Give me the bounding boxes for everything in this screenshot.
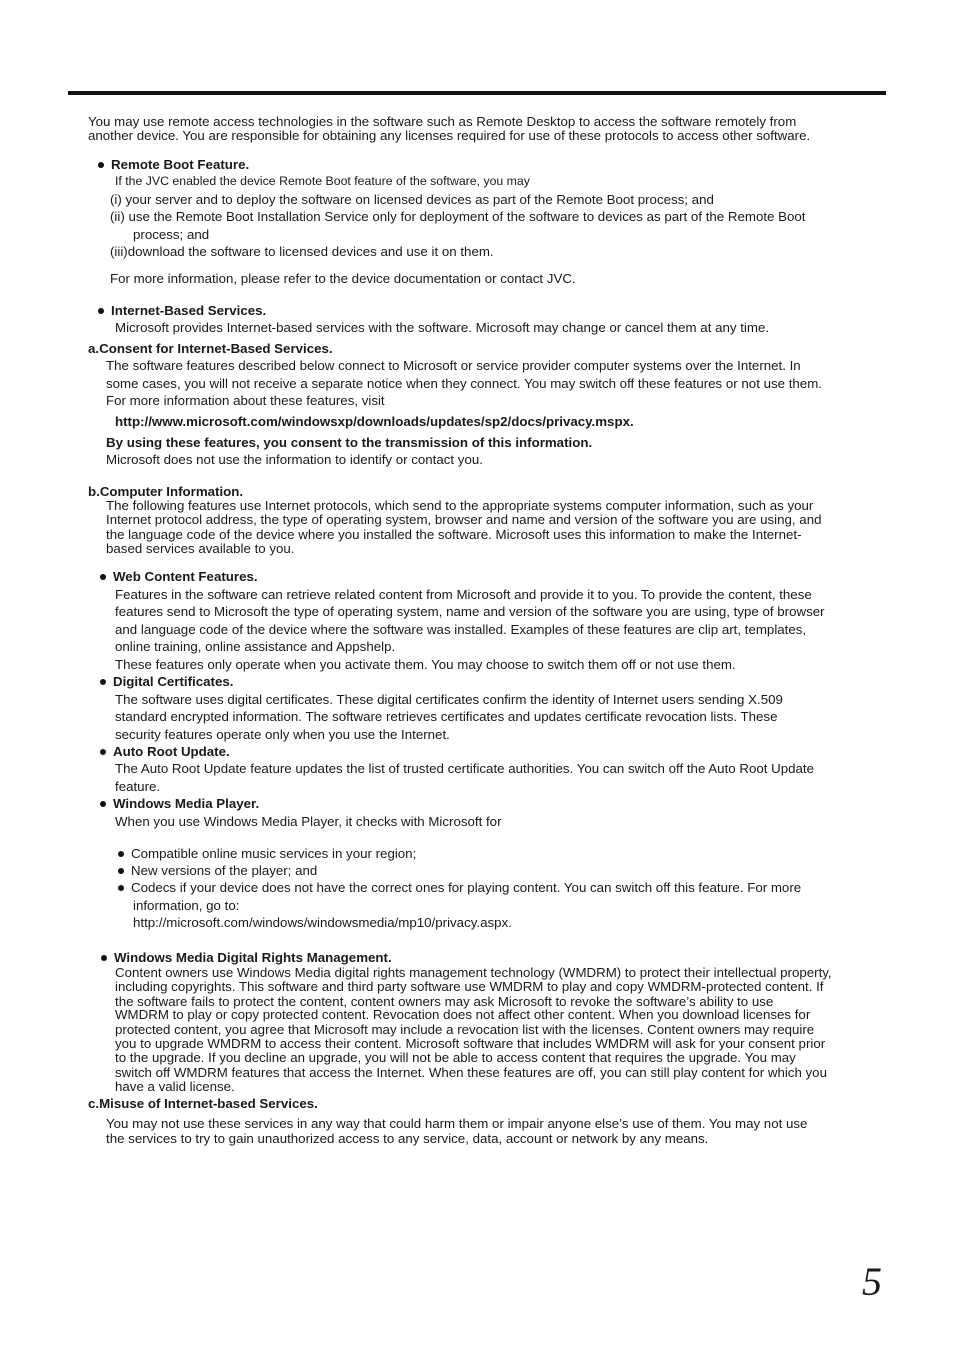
text-line: including copyrights. This software and third party software use WMDRM to play and copy WMDRM-protected content. If	[115, 979, 824, 994]
text-line: the services to try to gain unauthorized access to any service, data, account or network by any means.	[106, 1131, 709, 1146]
list-item: (i) your server and to deploy the software on licensed devices as part of the Remote Boot process; and	[110, 192, 714, 207]
text-line: Content owners use Windows Media digital rights management technology (WMDRM) to protect their intellectual property,	[115, 965, 832, 980]
section-heading-misuse: c.Misuse of Internet-based Services.	[88, 1096, 318, 1111]
bullet-heading-windows-media-player: Windows Media Player.	[100, 796, 259, 811]
text-line: standard encrypted information. The software retrieves certificates and updates certificate revocation lists. These	[115, 709, 778, 724]
text-line: These features only operate when you activate them. You may choose to switch them off or not use them.	[115, 657, 736, 672]
text-line: Microsoft does not use the information to identify or contact you.	[106, 452, 483, 467]
consent-statement: By using these features, you consent to the transmission of this information.	[106, 435, 593, 450]
bullet-icon	[118, 851, 124, 857]
text-line: feature.	[115, 779, 161, 794]
bullet-heading-wmdrm: Windows Media Digital Rights Management.	[101, 950, 392, 965]
text-line: If the JVC enabled the device Remote Boot feature of the software, you may	[115, 174, 530, 188]
text-line: you to upgrade WMDRM to access their content. Microsoft software that includes WMDRM will ask for your consent prior	[115, 1036, 826, 1051]
page-number: 5	[862, 1259, 882, 1304]
text-line: The following features use Internet protocols, which send to the appropriate systems computer information, such as your	[106, 498, 814, 513]
text-line: have a valid license.	[115, 1079, 235, 1094]
bullet-heading-internet-services: Internet-Based Services.	[98, 303, 266, 318]
bullet-icon	[118, 885, 124, 891]
bullet-heading-web-content: Web Content Features.	[100, 569, 258, 584]
bullet-icon	[98, 308, 104, 314]
bullet-heading-auto-root-update: Auto Root Update.	[100, 744, 230, 759]
list-item: (ii) use the Remote Boot Installation Service only for deployment of the software to devices as part of the Remote Boot	[110, 209, 806, 224]
list-item: Codecs if your device does not have the correct ones for playing content. You can switch off this feature. For more	[118, 880, 801, 895]
header-rule	[68, 91, 886, 95]
bullet-heading-remote-boot: Remote Boot Feature.	[98, 157, 249, 172]
text-line: For more information, please refer to the device documentation or contact JVC.	[110, 271, 576, 286]
text-line: the language code of the device where you installed the software. Microsoft uses this information to make the Internet-	[106, 527, 802, 542]
bullet-icon	[100, 679, 106, 685]
text-line: protected content, you agree that Microsoft may include a revocation list with the licenses. Content owners may require	[115, 1022, 815, 1037]
text-line: Features in the software can retrieve related content from Microsoft and provide it to you. To provide the content, these	[115, 587, 812, 602]
bullet-icon	[100, 574, 106, 580]
bullet-icon	[100, 749, 106, 755]
text-line: security features operate only when you use the Internet.	[115, 727, 450, 742]
text-line: another device. You are responsible for obtaining any licenses required for use of these protocols to access other software.	[88, 128, 811, 143]
text-line: process; and	[133, 227, 210, 242]
text-line: You may not use these services in any way that could harm them or impair anyone else’s use of them. You may not use	[106, 1116, 808, 1131]
list-item: (iii)download the software to licensed devices and use it on them.	[110, 244, 494, 259]
bullet-heading-digital-certificates: Digital Certificates.	[100, 674, 233, 689]
bullet-icon	[101, 955, 107, 961]
text-line: and language code of the device where the software was installed. Examples of these features are clip art, templates,	[115, 622, 807, 637]
text-line: You may use remote access technologies in the software such as Remote Desktop to access the software remotely from	[88, 114, 797, 129]
text-line: The software uses digital certificates. These digital certificates confirm the identity of Internet users sending X.509	[115, 692, 783, 707]
bullet-icon	[118, 868, 124, 874]
text-line: switch off WMDRM features that access the Internet. When these features are off, you can still play content for which you	[115, 1065, 827, 1080]
text-line: information, go to:	[133, 898, 240, 913]
section-heading-computer-info: b.Computer Information.	[88, 484, 244, 499]
bullet-icon	[100, 801, 106, 807]
bullet-icon	[98, 162, 104, 168]
text-line: Internet protocol address, the type of operating system, browser and name and version of the software you are using, and	[106, 512, 822, 527]
text-line: some cases, you will not receive a separate notice when they connect. You may switch off these features or not use them.	[106, 376, 822, 391]
text-line: For more information about these features, visit	[106, 393, 385, 408]
privacy-link[interactable]: http://www.microsoft.com/windowsxp/downloads/updates/sp2/docs/privacy.mspx.	[115, 414, 634, 429]
text-line: WMDRM to play or copy protected content. Revocation does not affect other content. When you download licenses for	[115, 1007, 811, 1022]
list-item: Compatible online music services in your region;	[118, 846, 416, 861]
text-line: Microsoft provides Internet-based services with the software. Microsoft may change or cancel them at any time.	[115, 320, 770, 335]
text-line: to the upgrade. If you decline an upgrade, you will not be able to access content that requires the upgrade. You may	[115, 1050, 796, 1065]
list-item: New versions of the player; and	[118, 863, 317, 878]
text-line: the software fails to protect the content, content owners may ask Microsoft to revoke the software’s ability to use	[115, 994, 774, 1009]
wmp-privacy-link[interactable]: http://microsoft.com/windows/windowsmedia/mp10/privacy.aspx.	[133, 915, 512, 930]
text-line: When you use Windows Media Player, it checks with Microsoft for	[115, 814, 502, 829]
text-line: features send to Microsoft the type of operating system, name and version of the software you are using, type of browser	[115, 604, 825, 619]
text-line: The software features described below connect to Microsoft or service provider computer systems over the Internet. In	[106, 358, 801, 373]
text-line: online training, online assistance and Appshelp.	[115, 639, 396, 654]
section-heading-consent: a.Consent for Internet-Based Services.	[88, 341, 333, 356]
text-line: The Auto Root Update feature updates the list of trusted certificate authorities. You can switch off the Auto Root Update	[115, 761, 815, 776]
text-line: based services available to you.	[106, 541, 295, 556]
